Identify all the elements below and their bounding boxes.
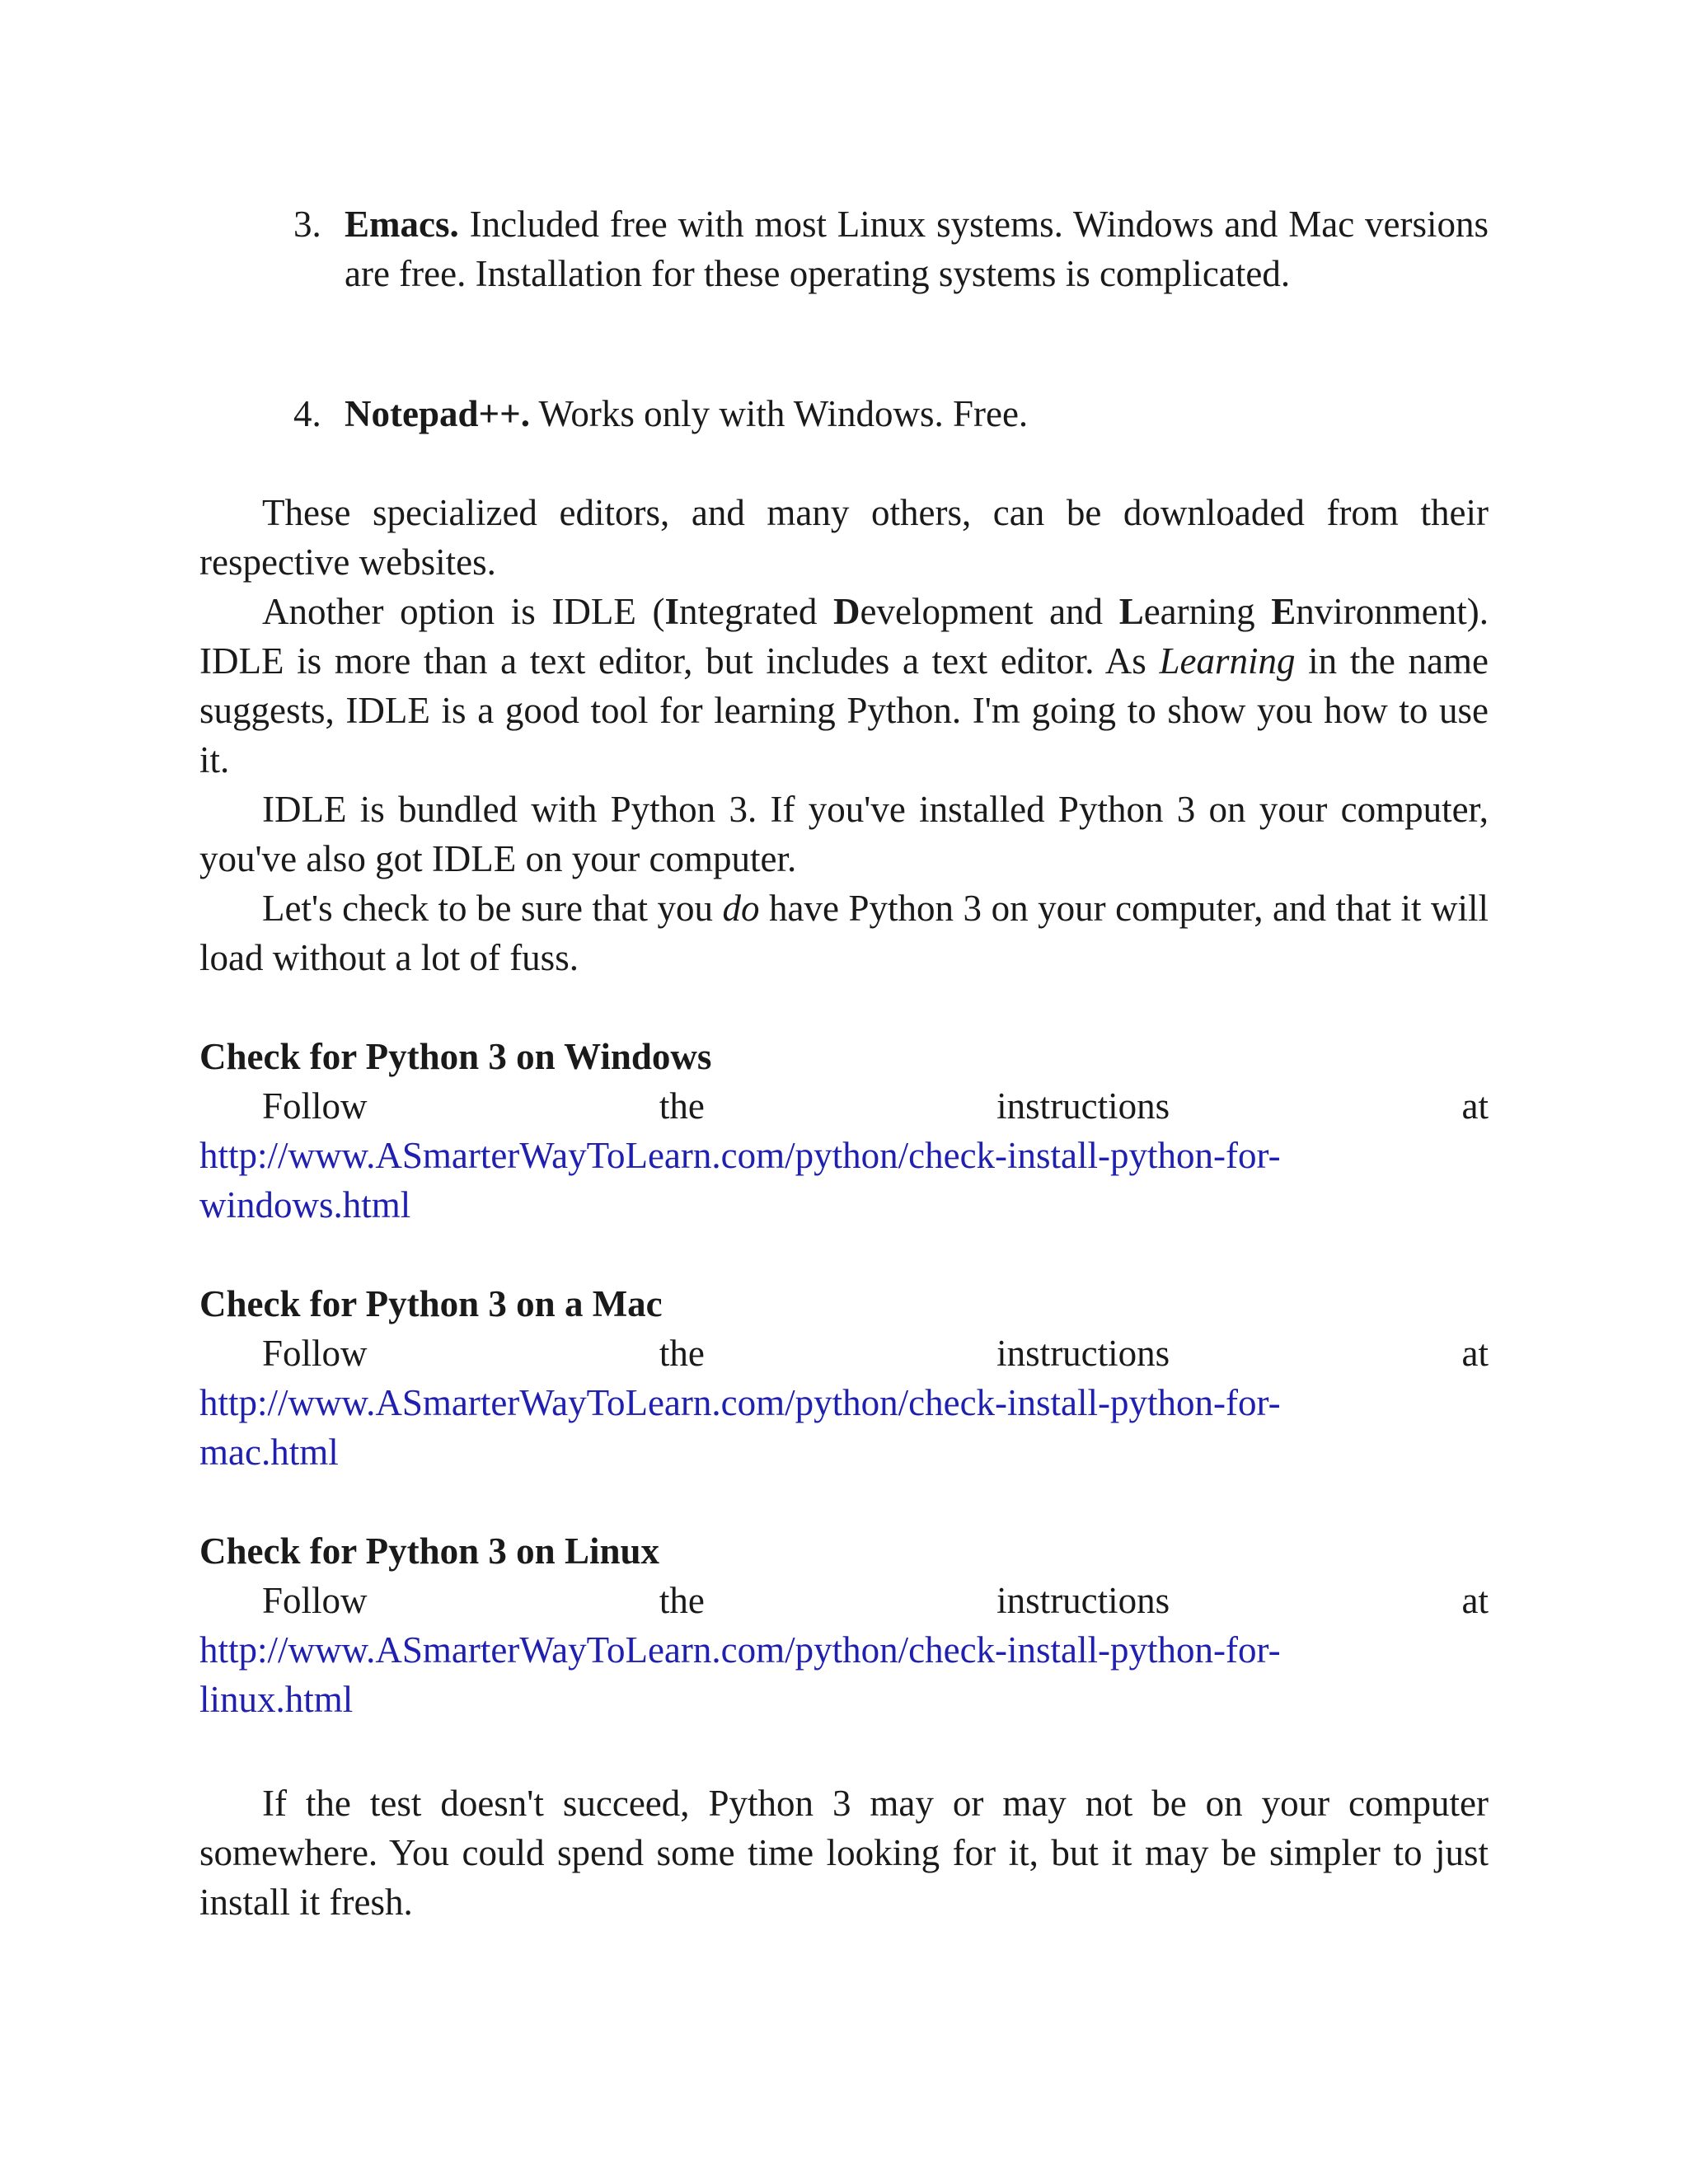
paragraph-install-fresh: If the test doesn't succeed, Python 3 may or may not be on your computer somewhere. You could spend some time looking for it, but it may be simpler to just install it fresh. bbox=[199, 1783, 1489, 1923]
section-windows bbox=[199, 1032, 1489, 1230]
list-item-body bbox=[345, 389, 1489, 438]
paragraph-editors: These specialized editors, and many others, can be downloaded from their respective websites. bbox=[199, 492, 1489, 583]
list-item-term: Emacs. bbox=[345, 204, 459, 245]
check-install-link-mac[interactable]: http://www.ASmarterWayToLearn.com/python/check-install-python-for- mac.html bbox=[199, 1382, 1281, 1473]
check-install-link-linux[interactable]: http://www.ASmarterWayToLearn.com/python/check-install-python-for- linux.html bbox=[199, 1629, 1281, 1720]
list-number: 3. bbox=[293, 204, 321, 245]
check-install-link-windows[interactable]: http://www.ASmarterWayToLearn.com/python/check-install-python-for- windows.html bbox=[199, 1135, 1281, 1226]
paragraph-idle-bundled: IDLE is bundled with Python 3. If you've installed Python 3 on your computer, you've also got IDLE on your computer. bbox=[199, 789, 1489, 879]
section-heading: Check for Python 3 on Windows bbox=[199, 1036, 712, 1077]
paragraph-check: Let's check to be sure that you do have Python 3 on your computer, and that it will load without a lot of fuss. bbox=[199, 888, 1489, 978]
follow-instructions-line: Follow the instructions at bbox=[262, 1085, 1489, 1127]
list-item-text: Included free with most Linux systems. Windows and Mac versions are free. Installation for these operating systems is complicated. bbox=[345, 204, 1489, 294]
list-number: 4. bbox=[293, 393, 321, 434]
section-mac bbox=[199, 1279, 1489, 1477]
section-linux bbox=[199, 1526, 1489, 1724]
follow-instructions-line: Follow the instructions at bbox=[262, 1333, 1489, 1374]
list-item-term: Notepad++. bbox=[345, 393, 531, 434]
section-heading: Check for Python 3 on a Mac bbox=[199, 1283, 663, 1324]
follow-instructions-line: Follow the instructions at bbox=[262, 1580, 1489, 1621]
intro-paragraphs bbox=[199, 488, 1489, 982]
list-item-body bbox=[345, 199, 1489, 298]
paragraph-idle-option: Another option is IDLE (Integrated Development and Learning Environment). IDLE is more than a text editor, but includes a text editor. As Learning in the name suggests, IDLE is a good tool for learning Python. I'm going to show you how to use it. bbox=[199, 591, 1489, 780]
section-heading: Check for Python 3 on Linux bbox=[199, 1530, 660, 1572]
closing-paragraph-block bbox=[199, 1779, 1489, 1927]
list-item-text: Works only with Windows. Free. bbox=[538, 393, 1029, 434]
